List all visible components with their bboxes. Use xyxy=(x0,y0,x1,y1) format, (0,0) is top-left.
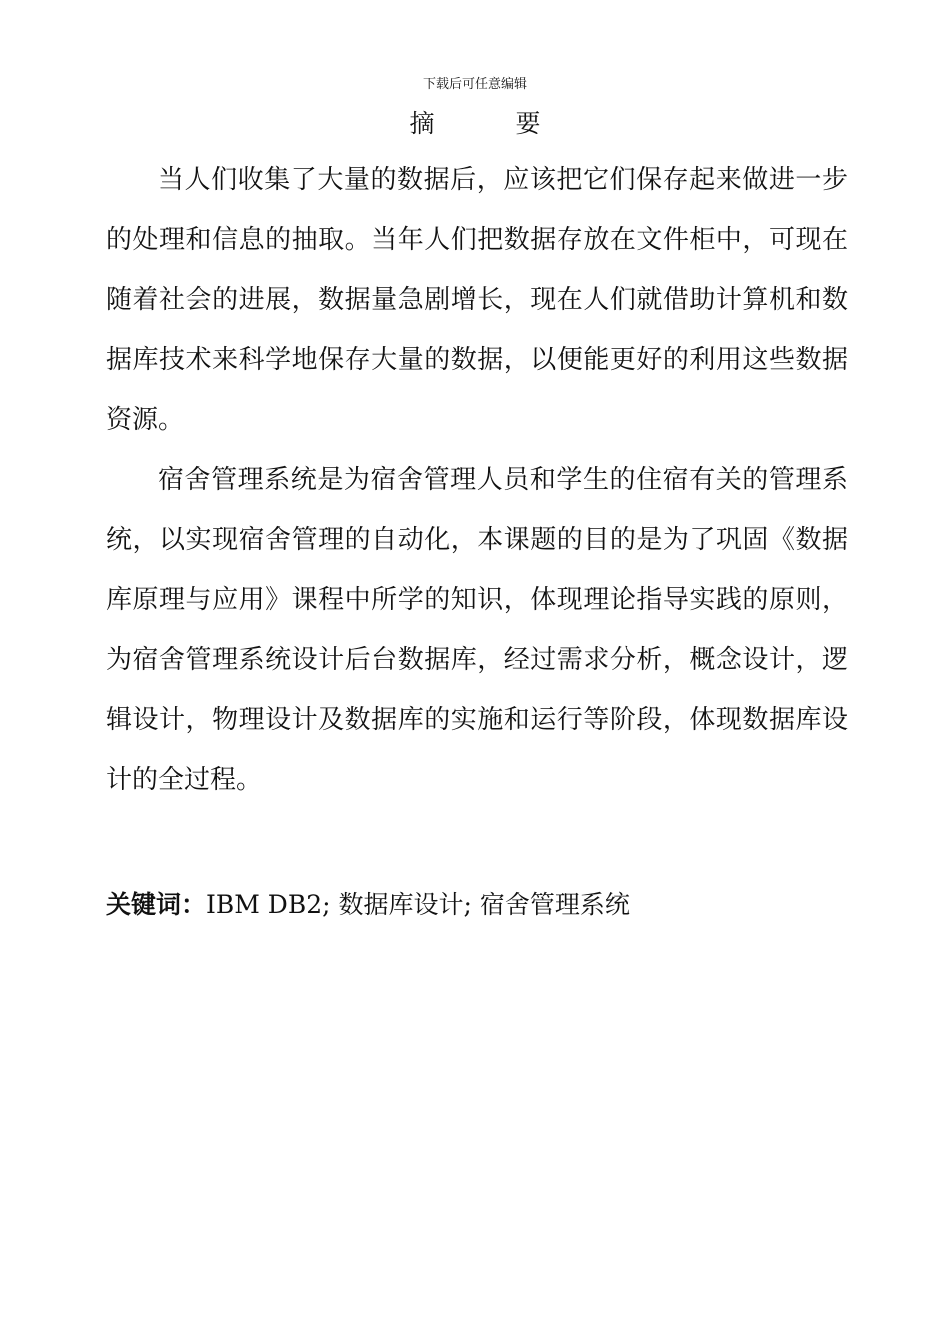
keywords-value: IBM DB2; 数据库设计; 宿舍管理系统 xyxy=(206,890,630,919)
abstract-paragraph-1: 当人们收集了大量的数据后，应该把它们保存起来做进一步的处理和信息的抽取。当年人们把数据存放在文件柜中，可现在随着社会的进展，数据量急剧增长，现在人们就借助计算机和数据库技术来科学地保存大量的数据，以便能更好的利用这些数据资源。 xyxy=(106,165,848,435)
keywords-label: 关键词： xyxy=(106,890,207,919)
header-note: 下载后可任意编辑 xyxy=(422,77,527,92)
abstract-body xyxy=(106,150,848,810)
keywords-line xyxy=(106,880,848,930)
abstract-paragraph-2: 宿舍管理系统是为宿舍管理人员和学生的住宿有关的管理系统，以实现宿舍管理的自动化，本课题的目的是为了巩固《数据库原理与应用》课程中所学的知识，体现理论指导实践的原则，为宿舍管理系统设计后台数据库，经过需求分析，概念设计，逻辑设计，物理设计及数据库的实施和运行等阶段，体现数据库设计的全过程。 xyxy=(106,465,848,795)
abstract-title: 摘 要 xyxy=(409,109,569,138)
